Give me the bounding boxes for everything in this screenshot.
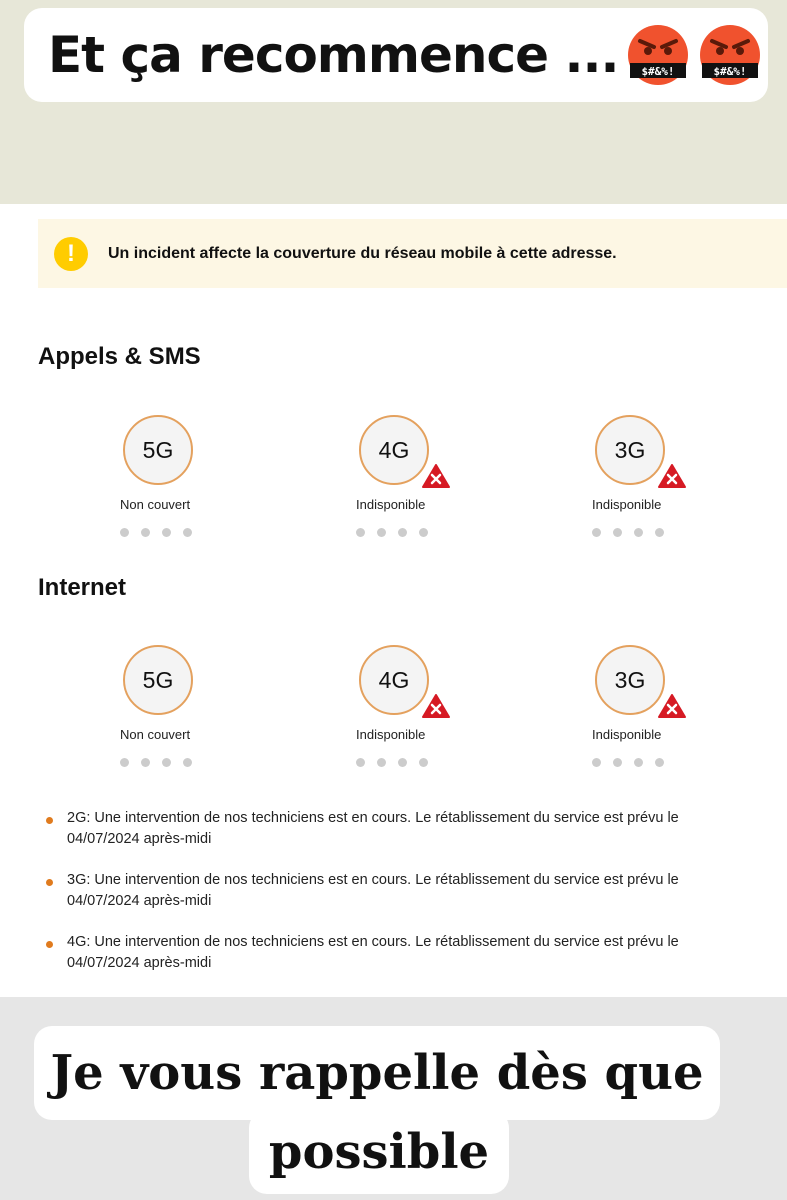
bottom-caption-line2 [249,1110,509,1194]
bottom-caption-text: possible [268,1124,490,1180]
bullet-icon [46,817,53,824]
network-item-3g-internet [550,645,710,767]
progress-dots [550,758,710,767]
network-status: Non couvert [120,727,191,742]
intervention-notes [46,808,736,994]
network-label: 3G [614,666,646,693]
network-item-5g-calls [78,415,238,537]
error-icon [421,693,451,719]
incident-alert [38,219,787,288]
error-icon [657,693,687,719]
progress-dots [314,758,474,767]
alert-text: Un incident affecte la couverture du réseau mobile à cette adresse. [108,244,617,262]
network-badge-3g [595,645,665,715]
network-item-5g-internet [78,645,238,767]
network-label: 3G [614,436,646,463]
error-icon [657,463,687,489]
note-text: 2G: Une intervention de nos techniciens est en cours. Le rétablissement du service est prévu le 04/07/2024 après-midi [67,810,679,847]
network-item-4g-calls [314,415,474,537]
list-item [46,932,736,974]
emoji-grawlix: $#&%! [713,65,748,78]
network-status: Non couvert [120,497,191,512]
network-status: Indisponible [592,727,662,742]
bottom-caption-line1 [34,1026,720,1120]
network-label: 5G [142,666,174,693]
progress-dots [314,528,474,537]
network-item-4g-internet [314,645,474,767]
bullet-icon [46,879,53,886]
note-text: 4G: Une intervention de nos techniciens est en cours. Le rétablissement du service est prévu le 04/07/2024 après-midi [67,934,679,971]
angry-face-icon [698,23,762,87]
network-label: 4G [378,436,410,463]
section-title-appels-sms: Appels & SMS [38,343,201,370]
top-caption [24,8,768,102]
progress-dots [78,528,238,537]
network-status: Indisponible [592,497,662,512]
network-badge-4g [359,415,429,485]
top-caption-text: Et ça recommence ... [48,26,619,84]
network-label: 4G [378,666,410,693]
progress-dots [78,758,238,767]
emoji-group [626,23,762,87]
network-status: Indisponible [356,497,426,512]
bottom-caption-text: Je vous rappelle dès que [50,1045,704,1101]
network-badge-5g [123,645,193,715]
angry-face-icon [626,23,690,87]
network-badge-3g [595,415,665,485]
network-badge-5g [123,415,193,485]
progress-dots [550,528,710,537]
error-icon [421,463,451,489]
section-title-internet: Internet [38,574,127,601]
note-text: 3G: Une intervention de nos techniciens est en cours. Le rétablissement du service est prévu le 04/07/2024 après-midi [67,872,679,909]
list-item [46,808,736,850]
network-label: 5G [142,436,174,463]
emoji-grawlix: $#&%! [641,65,676,78]
exclamation-icon: ! [54,237,88,271]
network-badge-4g [359,645,429,715]
network-item-3g-calls [550,415,710,537]
bullet-icon [46,941,53,948]
list-item [46,870,736,912]
network-status: Indisponible [356,727,426,742]
